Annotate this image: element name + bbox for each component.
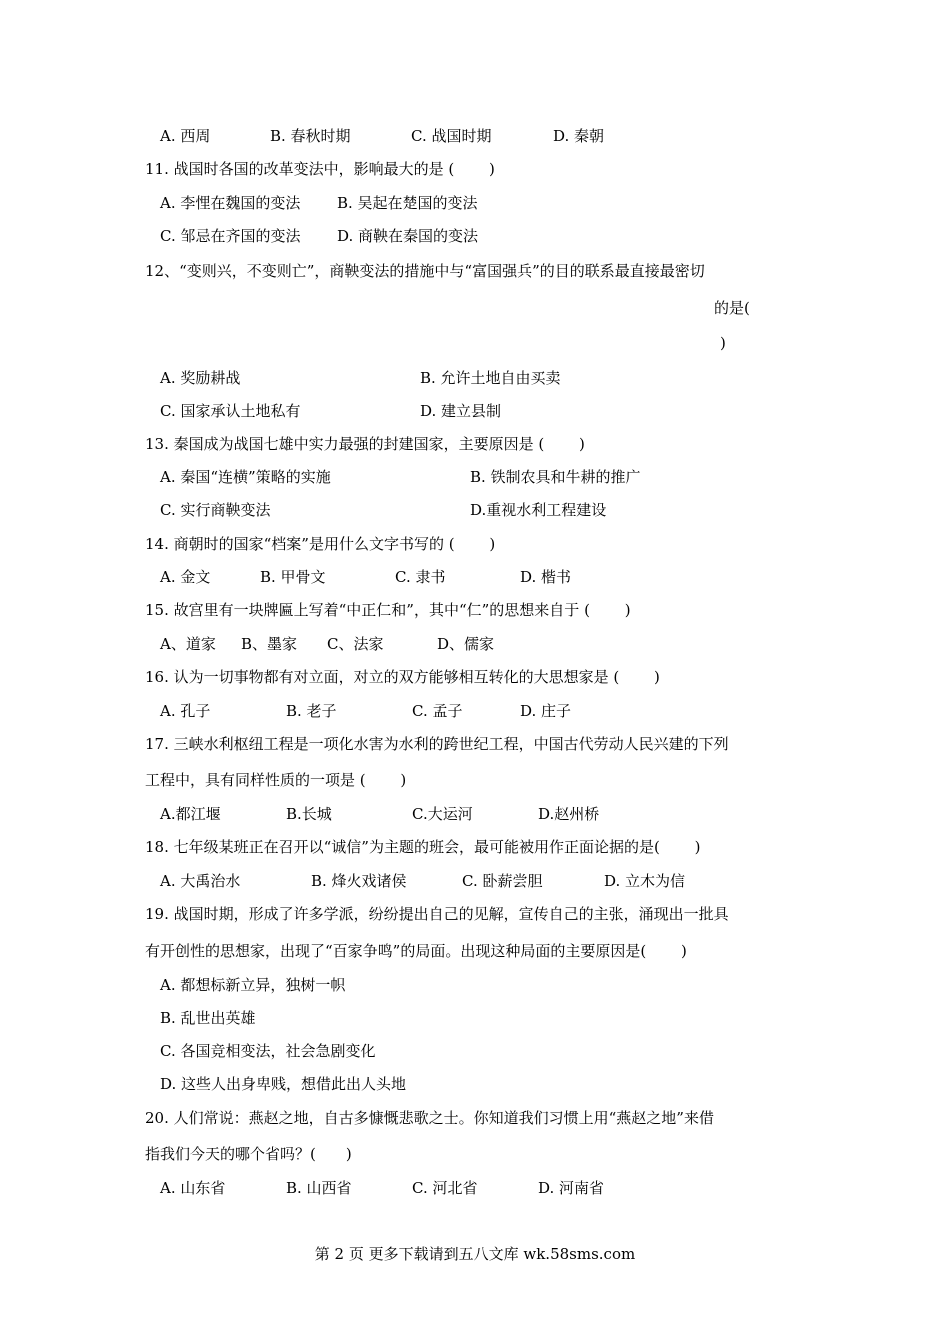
q15-option-a: A、道家 <box>160 635 216 653</box>
q12-option-c: C. 国家承认土地私有 <box>160 402 301 420</box>
q12-stem-line3: ) <box>720 334 726 352</box>
q17-option-b: B.长城 <box>286 805 332 823</box>
q11-stem: 11. 战国时各国的改革变法中，影响最大的是 ( ) <box>145 160 495 178</box>
q13-option-d: D.重视水利工程建设 <box>470 501 607 519</box>
q13-option-a: A. 秦国“连横”策略的实施 <box>160 468 331 486</box>
q17-option-c: C.大运河 <box>412 805 473 823</box>
q17-option-a: A.都江堰 <box>160 805 221 823</box>
q15-option-d: D、儒家 <box>437 635 495 653</box>
q13-option-b: B. 铁制农具和牛耕的推广 <box>470 468 641 486</box>
q19-stem-line1: 19. 战国时期，形成了许多学派，纷纷提出自己的见解，宣传自己的主张，涌现出一批具 <box>145 905 729 923</box>
q11-option-a: A. 李悝在魏国的变法 <box>160 194 301 212</box>
q20-option-a: A. 山东省 <box>160 1179 226 1197</box>
q12-stem-line2: 的是( <box>714 299 750 317</box>
q19-option-c: C. 各国竞相变法，社会急剧变化 <box>160 1042 376 1060</box>
q18-option-a: A. 大禹治水 <box>160 872 241 890</box>
q18-stem: 18. 七年级某班正在召开以“诚信”为主题的班会，最可能被用作正面论据的是( ) <box>145 838 701 856</box>
q17-stem-line1: 17. 三峡水利枢纽工程是一项化水害为水利的跨世纪工程，中国古代劳动人民兴建的下列 <box>145 735 729 753</box>
q13-option-c: C. 实行商鞅变法 <box>160 501 271 519</box>
q18-option-b: B. 烽火戏诸侯 <box>311 872 407 890</box>
q10-option-d: D. 秦朝 <box>553 127 605 145</box>
q20-option-c: C. 河北省 <box>412 1179 478 1197</box>
page-footer: 第 2 页 更多下载请到五八文库 wk.58sms.com <box>314 1245 636 1263</box>
q19-stem-line2: 有开创性的思想家，出现了“百家争鸣”的局面。出现这种局面的主要原因是( ) <box>145 942 687 960</box>
q19-option-a: A. 都想标新立异，独树一帜 <box>160 976 346 994</box>
q16-option-d: D. 庄子 <box>520 702 572 720</box>
q11-option-b: B. 吴起在楚国的变法 <box>337 194 478 212</box>
q16-option-c: C. 孟子 <box>412 702 463 720</box>
q16-stem: 16. 认为一切事物都有对立面，对立的双方能够相互转化的大思想家是 ( ) <box>145 668 660 686</box>
q11-option-c: C. 邹忌在齐国的变法 <box>160 227 301 245</box>
q16-option-b: B. 老子 <box>286 702 337 720</box>
q14-stem: 14. 商朝时的国家“档案”是用什么文字书写的 ( ) <box>145 535 496 553</box>
q16-option-a: A. 孔子 <box>160 702 211 720</box>
q20-option-b: B. 山西省 <box>286 1179 352 1197</box>
q12-stem-line1: 12、“变则兴，不变则亡”，商鞅变法的措施中与“富国强兵”的目的联系最直接最密切 <box>145 262 705 280</box>
q11-option-d: D. 商鞅在秦国的变法 <box>337 227 479 245</box>
q19-option-d: D. 这些人出身卑贱，想借此出人头地 <box>160 1075 407 1093</box>
q17-option-d: D.赵州桥 <box>538 805 600 823</box>
q12-option-d: D. 建立县制 <box>420 402 502 420</box>
q15-stem: 15. 故宫里有一块牌匾上写着“中正仁和”，其中“仁”的思想来自于 ( ) <box>145 601 631 619</box>
q14-option-d: D. 楷书 <box>520 568 572 586</box>
q10-option-b: B. 春秋时期 <box>270 127 351 145</box>
q10-option-c: C. 战国时期 <box>411 127 492 145</box>
q18-option-d: D. 立木为信 <box>604 872 686 890</box>
q14-option-b: B. 甲骨文 <box>260 568 326 586</box>
q20-option-d: D. 河南省 <box>538 1179 605 1197</box>
q15-option-b: B、墨家 <box>241 635 298 653</box>
q12-option-b: B. 允许土地自由买卖 <box>420 369 561 387</box>
q17-stem-line2: 工程中，具有同样性质的一项是 ( ) <box>145 771 407 789</box>
q14-option-c: C. 隶书 <box>395 568 446 586</box>
q19-option-b: B. 乱世出英雄 <box>160 1009 256 1027</box>
q12-option-a: A. 奖励耕战 <box>160 369 241 387</box>
q20-stem-line2: 指我们今天的哪个省吗？( ) <box>145 1145 352 1163</box>
q14-option-a: A. 金文 <box>160 568 211 586</box>
q20-stem-line1: 20. 人们常说：燕赵之地，自古多慷慨悲歌之士。你知道我们习惯上用“燕赵之地”来借 <box>145 1109 714 1127</box>
q13-stem: 13. 秦国成为战国七雄中实力最强的封建国家，主要原因是 ( ) <box>145 435 585 453</box>
q15-option-c: C、法家 <box>327 635 384 653</box>
q10-option-a: A. 西周 <box>160 127 211 145</box>
q18-option-c: C. 卧薪尝胆 <box>462 872 543 890</box>
